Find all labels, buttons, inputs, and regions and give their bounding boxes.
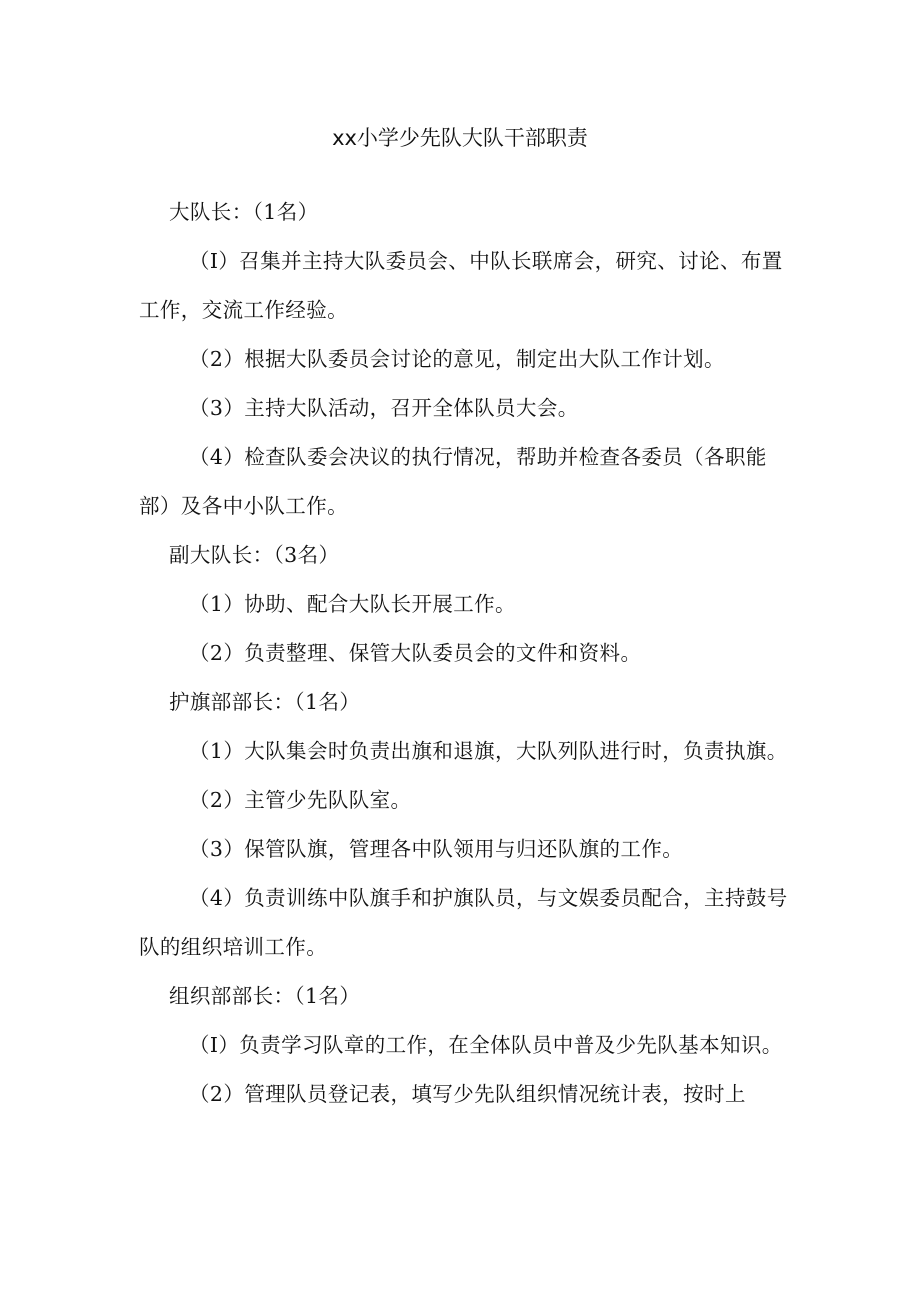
document-body: [139, 188, 789, 1119]
section-heading-flag-guard: 护旗部部长：（1名）: [169, 690, 361, 714]
paragraph-flag-guard-4: （4）负责训练中队旗手和护旗队员，与文娱委员配合，主持鼓号队的组织培训工作。: [139, 886, 788, 959]
section-heading-captain: 大队长：（1名）: [169, 200, 319, 224]
paragraph-vice-captain-1: （1）协助、配合大队长开展工作。: [189, 592, 516, 616]
document-title: xx小学少先队大队干部职责: [332, 126, 588, 150]
paragraph-captain-3: （3）主持大队活动，召开全体队员大会。: [189, 396, 579, 420]
paragraph-vice-captain-2: （2）负责整理、保管大队委员会的文件和资料。: [189, 641, 642, 665]
paragraph-organization-1: （I）负责学习队章的工作，在全体队员中普及少先队基本知识。: [189, 1033, 783, 1057]
section-heading-vice-captain: 副大队长：（3名）: [169, 543, 340, 567]
paragraph-captain-1: （I）召集并主持大队委员会、中队长联席会，研究、讨论、布置工作，交流工作经验。: [139, 249, 783, 322]
section-heading-organization: 组织部部长：（1名）: [169, 984, 361, 1008]
paragraph-organization-2: （2）管理队员登记表，填写少先队组织情况统计表，按时上: [189, 1082, 746, 1106]
paragraph-flag-guard-1: （1）大队集会时负责出旗和退旗，大队列队进行时，负责执旗。: [189, 739, 788, 763]
paragraph-captain-4: （4）检查队委会决议的执行情况，帮助并检查各委员（各职能部）及各中小队工作。: [139, 445, 767, 518]
paragraph-captain-2: （2）根据大队委员会讨论的意见，制定出大队工作计划。: [189, 347, 725, 371]
paragraph-flag-guard-3: （3）保管队旗，管理各中队领用与归还队旗的工作。: [189, 837, 684, 861]
paragraph-flag-guard-2: （2）主管少先队队室。: [189, 788, 412, 812]
